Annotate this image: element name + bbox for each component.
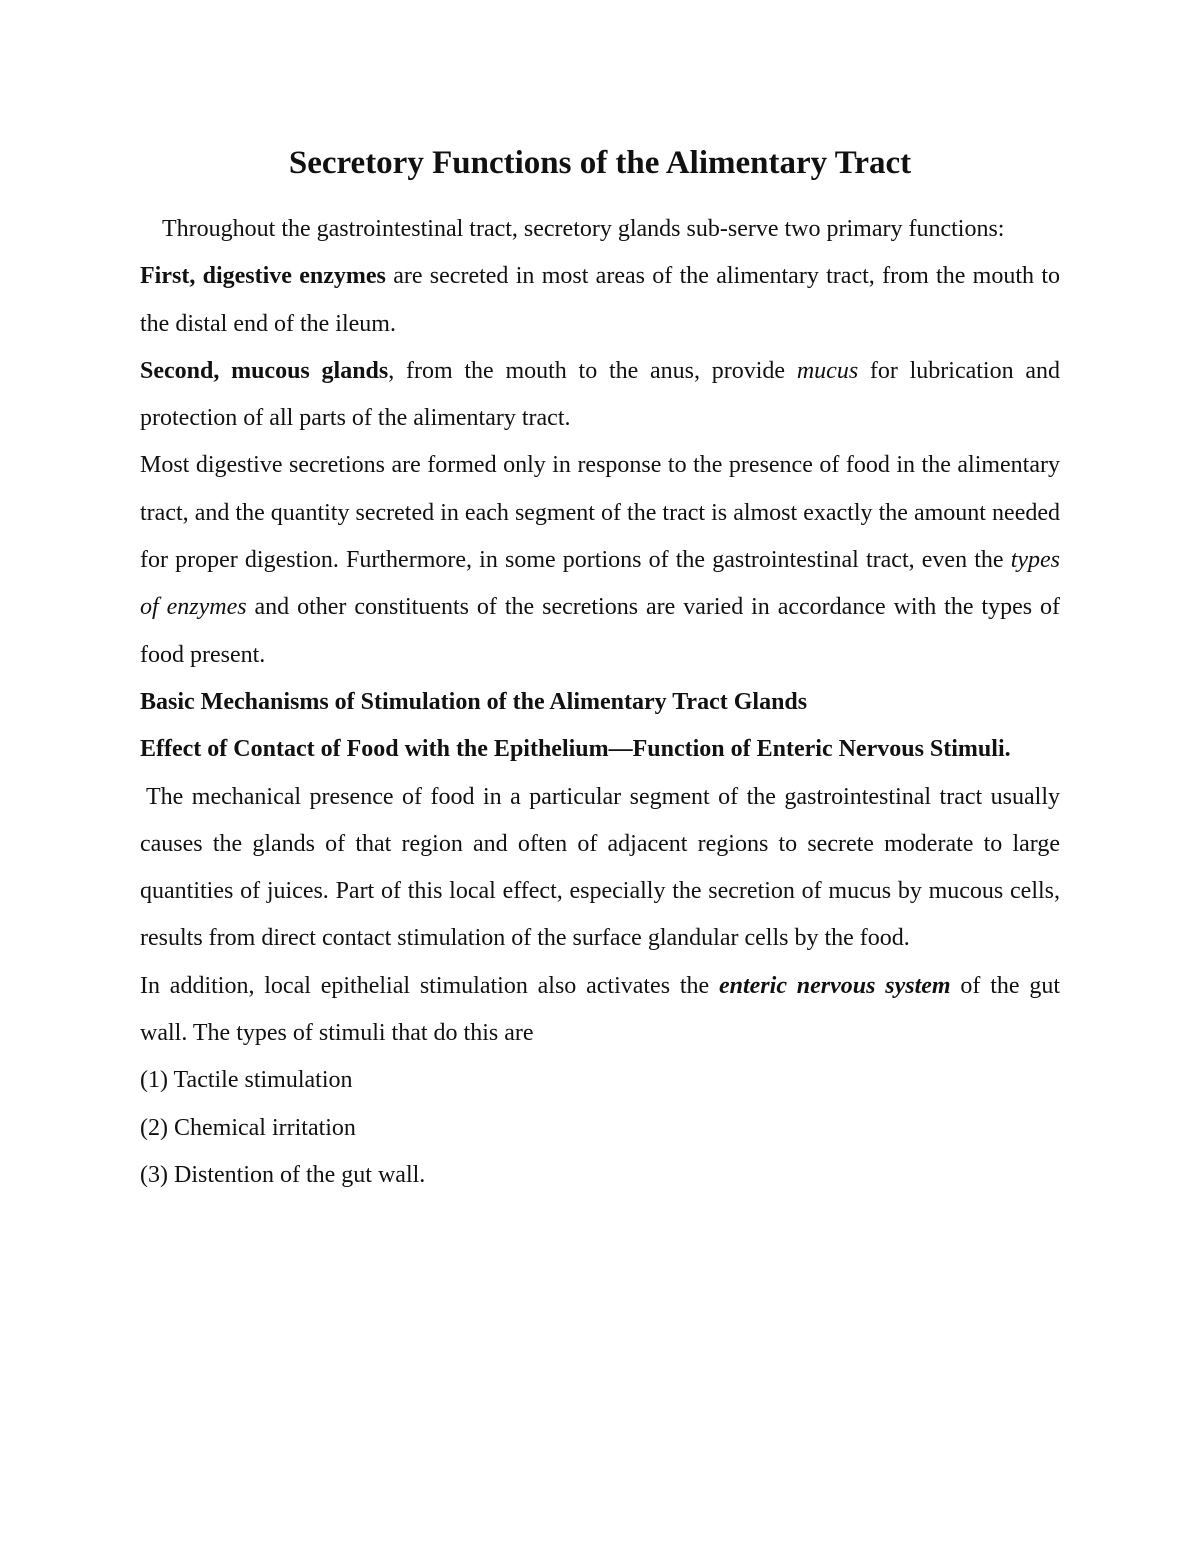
first-function-text: are secreted in most areas of the alimentary tract, from the mouth to the distal end of the ileum. [140,263,1060,337]
mucus-emphasis: mucus [796,357,859,384]
list-item: (2) Chemical irritation [140,1114,356,1141]
types-of-enzymes-emphasis: types of enzymes [140,547,1060,621]
secretions-text-b: and other constituents of the secretions are varied in accordance with the types of food present. [140,594,1061,668]
intro-paragraph [140,206,1060,253]
mechanical-presence-text: The mechanical presence of food in a particular segment of the gastrointestinal tract usually causes the glands of that region and often of adjacent regions to secrete moderate to large quantities of juices. Part of this local effect, especially the secretion of mucus by mucous cells, results from direct contact stimulation of the surface glandular cells by the food. [140,783,1060,952]
second-function-text-b: for lubrication and protection of all parts of the alimentary tract. [140,357,1061,432]
second-function-lead: Second, mucous glands [140,357,389,384]
mechanical-presence-paragraph [140,774,1060,963]
second-function-text-a: , from the mouth to the anus, provide [388,357,797,384]
document-title: Secretory Functions of the Alimentary Tract [288,145,912,181]
section-heading-contact: Effect of Contact of Food with the Epithelium—Function of Enteric Nervous Stimuli. [140,736,1011,763]
enteric-text-b: of the gut wall. The types of stimuli that do this are [140,972,1060,1047]
document-page [140,138,1060,1199]
secretions-paragraph [140,442,1060,678]
intro-text: Throughout the gastrointestinal tract, secretory glands sub-serve two primary functions: [162,216,1005,242]
second-function-paragraph [140,348,1060,443]
first-function-lead: First, digestive enzymes [140,263,386,290]
enteric-nervous-system-emphasis: enteric nervous system [718,972,951,999]
enteric-paragraph [140,963,1060,1058]
section-heading-mechanisms: Basic Mechanisms of Stimulation of the Alimentary Tract Glands [140,688,808,715]
list-item: (1) Tactile stimulation [140,1067,353,1094]
first-function-paragraph [140,253,1060,348]
enteric-text-a: In addition, local epithelial stimulation also activates the [140,972,719,999]
list-item: (3) Distention of the gut wall. [140,1161,426,1188]
secretions-text-a: Most digestive secretions are formed only in response to the presence of food in the alimentary tract, and the quantity secreted in each segment of the tract is almost exactly the amount needed for proper digestion. Furthermore, in some portions of the gastrointestinal tract, even the [140,452,1060,574]
